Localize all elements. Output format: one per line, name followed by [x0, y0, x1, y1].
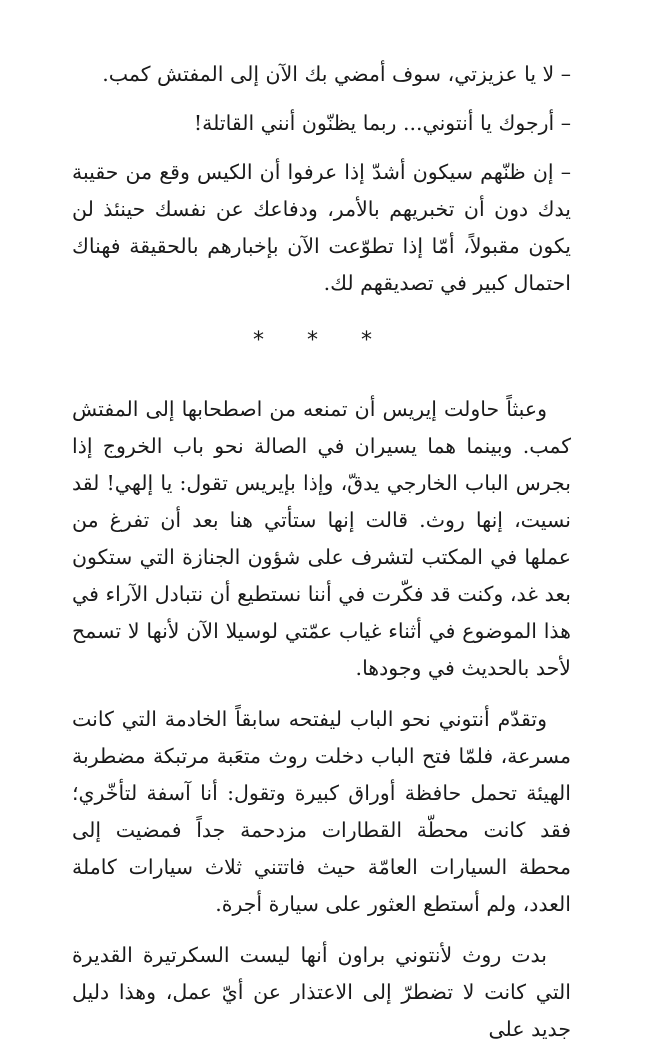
section-separator: * * *: [253, 328, 390, 353]
paragraph-1: وعبثاً حاولت إيريس أن تمنعه من اصطحابها إلى المفتش كمب. وبينما هما يسيران في الصالة نحو باب الخروج إذا بجرس الباب الخارجي يدقّ، وإذا بإيريس تقول: يا إلهي! لقد نسيت، إنها روث. قالت إنها ستأتي هنا بعد أن تفرغ من عملها في المكتب لتشرف على شؤون الجنازة التي ستكون بعد غد، وكنت قد فكّرت في أننا نستطيع أن نتبادل الآراء في هذا الموضوع في أثناء غياب عمّتي لوسيلا الآن لأنها لا تسمح لأحد بالحديث في وجودها.: [72, 397, 571, 680]
dialogue-line-3: – إن ظنّهم سيكون أشدّ إذا عرفوا أن الكيس وقع من حقيبة يدك دون أن تخبريهم بالأمر، ودفاعك عن نفسك حينئذ لن يكون مقبولاً، أمّا إذا تطوّعت الآن بإخبارهم بالحقيقة فهناك احتمال كبير في تصديقهم لك.: [72, 160, 571, 295]
dialogue-line-1: – لا يا عزيزتي، سوف أمضي بك الآن إلى المفتش كمب.: [102, 62, 571, 86]
paragraph-3: بدت روث لأنتوني براون أنها ليست السكرتيرة القديرة التي كانت لا تضطرّ إلى الاعتذار عن أيّ عمل، وهذا دليل جديد على: [72, 943, 571, 1041]
paragraph-2: وتقدّم أنتوني نحو الباب ليفتحه سابقاً الخادمة التي كانت مسرعة، فلمّا فتح الباب دخلت روث متعَبة مرتبكة مضطربة الهيئة تحمل حافظة أوراق كبيرة وتقول: أنا آسفة لتأخّري؛ فقد كانت محطّة القطارات مزدحمة جداً فمضيت إلى محطة السيارات العامّة حيث فاتتني ثلاث سيارات كاملة العدد، ولم أستطع العثور على سيارة أجرة.: [72, 707, 571, 916]
dialogue-line-2: – أرجوك يا أنتوني... ربما يظنّون أنني القاتلة!: [193, 111, 571, 135]
